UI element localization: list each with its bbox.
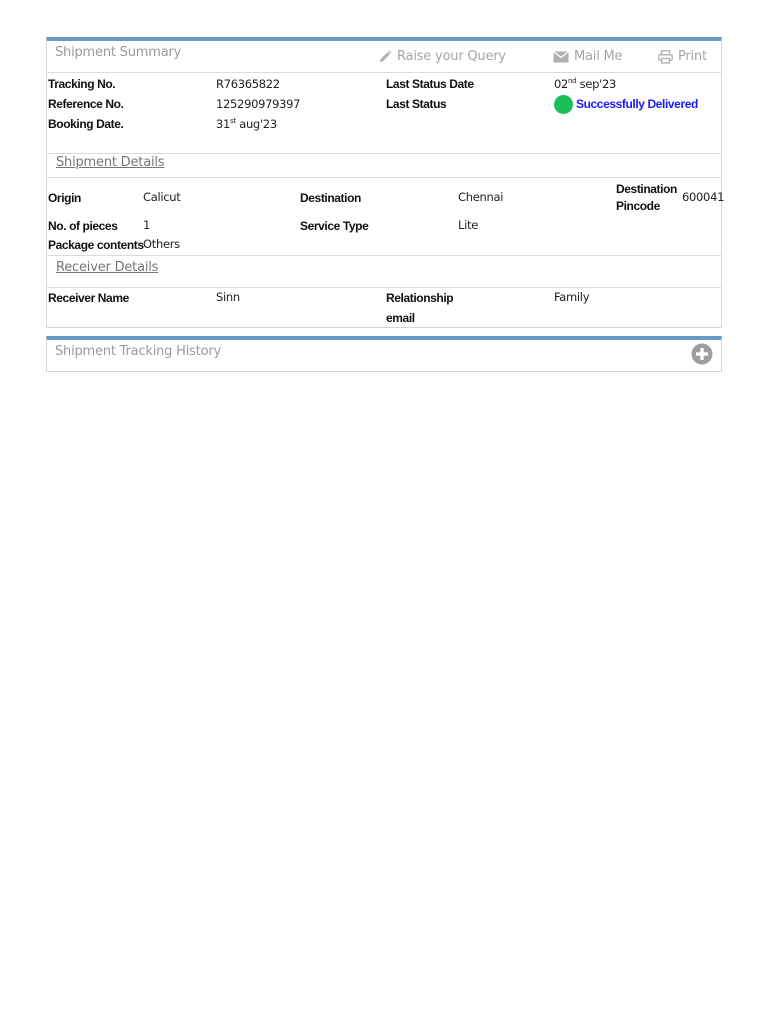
last-status-date-suffix: nd — [568, 77, 577, 85]
plus-circle-icon[interactable] — [691, 343, 713, 370]
raise-query-button[interactable] — [378, 49, 506, 64]
mail-me-button[interactable] — [553, 49, 622, 64]
last-status-date-day: 02 — [554, 77, 569, 91]
receiver-details-heading[interactable]: Receiver Details — [56, 260, 159, 275]
last-status-value: Successfully Delivered — [576, 97, 698, 111]
printer-icon — [658, 50, 673, 64]
last-status-date-rest: sep'23 — [576, 77, 617, 91]
shipment-summary-panel — [46, 37, 725, 328]
package-contents-label: Package contents — [48, 238, 144, 252]
tracking-number-value: R76365822 — [216, 77, 280, 91]
print-button[interactable] — [658, 49, 707, 64]
origin-label: Origin — [48, 191, 81, 205]
shipment-details-heading[interactable]: Shipment Details — [56, 155, 165, 170]
shipment-details-header — [47, 153, 721, 178]
mail-me-label: Mail Me — [574, 49, 623, 64]
reference-number-label: Reference No. — [48, 97, 124, 111]
last-status-label: Last Status — [386, 97, 447, 111]
last-status-date-value — [554, 77, 616, 91]
service-type-value: Lite — [458, 218, 478, 232]
destination-pincode-label — [616, 182, 677, 213]
receiver-details-header — [47, 255, 721, 288]
receiver-name-value: Sinn — [216, 290, 240, 304]
shipment-tracking-history-panel[interactable] — [46, 336, 722, 372]
envelope-icon — [553, 51, 569, 63]
last-status-date-label: Last Status Date — [386, 77, 474, 91]
status-indicator-dot — [554, 95, 573, 114]
booking-date-rest: aug'23 — [235, 117, 277, 131]
destination-pincode-label-line1: Destination — [616, 182, 677, 196]
reference-number-value: 125290979397 — [216, 97, 301, 111]
booking-date-suffix: st — [230, 117, 236, 125]
tracking-history-title: Shipment Tracking History — [55, 344, 221, 359]
destination-pincode-label-line2: Pincode — [616, 199, 660, 213]
package-contents-value: Others — [143, 237, 180, 251]
destination-pincode-value: 600041 — [682, 190, 725, 204]
tracking-number-label: Tracking No. — [48, 77, 116, 91]
shipment-summary-title: Shipment Summary — [55, 45, 182, 60]
raise-query-label: Raise your Query — [397, 49, 506, 64]
summary-header-divider — [47, 72, 721, 73]
booking-date-label: Booking Date. — [48, 117, 124, 131]
destination-value: Chennai — [458, 190, 504, 204]
service-type-label: Service Type — [300, 219, 369, 233]
pieces-value: 1 — [143, 218, 151, 232]
booking-date-day: 31 — [216, 117, 231, 131]
pencil-icon — [378, 50, 392, 64]
receiver-name-label: Receiver Name — [48, 291, 129, 305]
relationship-label: Relationship — [386, 291, 454, 305]
email-label: email — [386, 311, 415, 325]
print-label: Print — [678, 49, 707, 64]
relationship-value: Family — [554, 290, 590, 304]
pieces-label: No. of pieces — [48, 219, 118, 233]
destination-label: Destination — [300, 191, 361, 205]
origin-value: Calicut — [143, 190, 181, 204]
booking-date-value — [216, 117, 277, 131]
